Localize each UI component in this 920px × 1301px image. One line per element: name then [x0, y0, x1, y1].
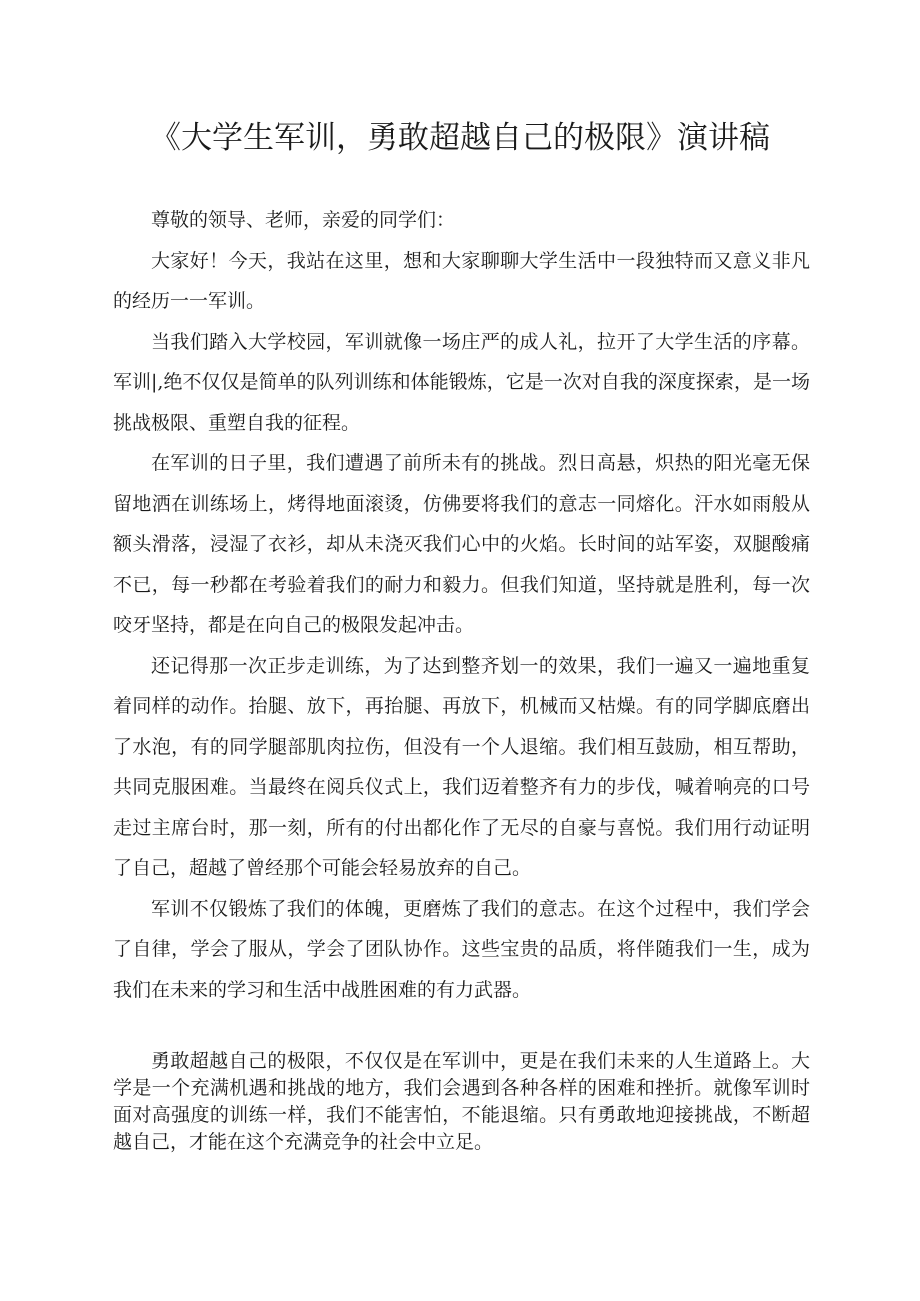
paragraph-greeting: 大家好！今天，我站在这里，想和大家聊聊大学生活中一段独特而又意义非凡的经历一一军训。	[113, 249, 810, 312]
paragraph-benefits: 军训不仅锻炼了我们的体魄，更磨炼了我们的意志。在这个过程中，我们学会了自律，学会了服从，学会了团队协作。这些宝贵的品质，将伴随我们一生，成为我们在未来的学习和生活中战胜困难的有力武器。	[113, 897, 810, 1001]
salutation: 尊敬的领导、老师，亲爱的同学们：	[151, 209, 456, 231]
paragraph-march-training: 还记得那一次正步走训练，为了达到整齐划一的效果，我们一遍又一遍地重复着同样的动作。抬腿、放下，再抬腿、再放下，机械而又枯燥。有的同学脚底磨出了水泡，有的同学腿部肌肉拉伤，但没有一个人退缩。我们相互鼓励，相互帮助，共同克服困难。当最终在阅兵仪式上，我们迈着整齐有力的步伐，喊着响亮的口号走过主席台时，那一刻，所有的付出都化作了无尽的自豪与喜悦。我们用行动证明了自己，超越了曾经那个可能会轻易放弃的自己。	[113, 654, 810, 879]
paragraph-intro: 当我们踏入大学校园，军训就像一场庄严的成人礼，拉开了大学生活的序幕。军训|,绝不仅仅是简单的队列训练和体能锻炼，它是一次对自我的深度探索，是一场挑战极限、重塑自我的征程。	[113, 330, 810, 434]
document-body	[113, 200, 810, 1010]
paragraph-conclusion: 勇敢超越自己的极限，不仅仅是在军训中，更是在我们未来的人生道路上。大学是一个充满机遇和挑战的地方，我们会遇到各种各样的困难和挫折。就像军训时面对高强度的训练一样，我们不能害怕，不能退缩。只有勇敢地迎接挑战，不断超越自己，才能在这个充满竞争的社会中立足。	[113, 1050, 810, 1153]
paragraph-challenges: 在军训的日子里，我们遭遇了前所未有的挑战。烈日高悬，炽热的阳光毫无保留地洒在训练场上，烤得地面滚烫，仿佛要将我们的意志一同熔化。汗水如雨般从额头滑落，浸湿了衣衫，却从未浇灭我们心中的火焰。长时间的站军姿，双腿酸痛不已，每一秒都在考验着我们的耐力和毅力。但我们知道，坚持就是胜利，每一次咬牙坚持，都是在向自己的极限发起冲击。	[113, 452, 810, 636]
document-title: 《大学生军训，勇敢超越自己的极限》演讲稿	[150, 120, 770, 156]
